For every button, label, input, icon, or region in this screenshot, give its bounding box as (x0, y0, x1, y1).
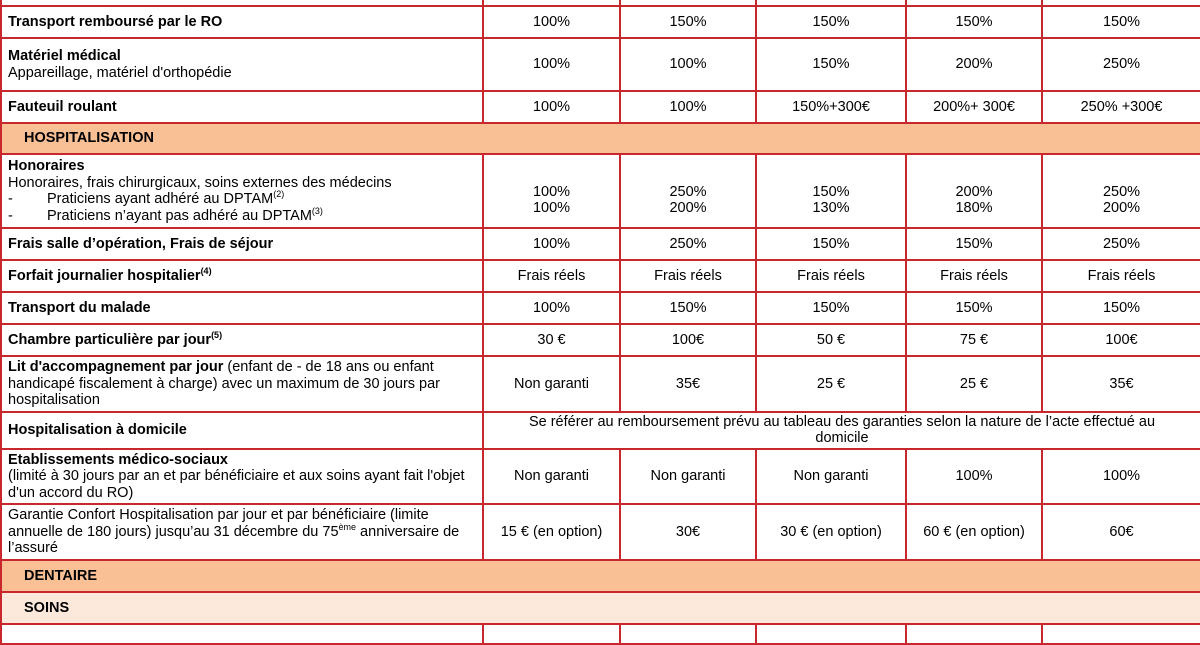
cell-value: 150% (620, 6, 756, 38)
cell-value: 150% (906, 6, 1042, 38)
cell-value: 100% (620, 91, 756, 123)
row-transport-rembourse (1, 6, 1200, 38)
row-frais-salle-operation (1, 228, 1200, 260)
cell-value: 100% 100% (483, 154, 620, 228)
cell-value: Frais réels (906, 260, 1042, 292)
cell-value: 35€ (1042, 356, 1200, 412)
cell-value: 60€ (1042, 504, 1200, 560)
row-sublabel: (enfant de - de 18 ans ou enfant handicapé fiscalement à charge) avec un maximum de 30 jours par hospitalisation (8, 359, 441, 408)
row-label: Transport remboursé par le RO (1, 6, 483, 38)
row-label: Etablissements médico-sociaux (8, 451, 228, 468)
row-label-cell (1, 324, 483, 356)
row-label-cell (1, 260, 483, 292)
cell-value: 200%+ 300€ (906, 91, 1042, 123)
row-lit-accompagnement (1, 356, 1200, 412)
cell-value: 250% (1042, 228, 1200, 260)
row-label: Matériel médical (8, 48, 121, 64)
cell-value: 100% (483, 38, 620, 91)
row-hospitalisation-domicile (1, 412, 1200, 449)
row-materiel-medical (1, 38, 1200, 91)
row-label-cell (1, 449, 483, 505)
cell-value: 75 € (906, 324, 1042, 356)
cell-value: Non garanti (483, 356, 620, 412)
section-hospitalisation (1, 123, 1200, 154)
subsection-title: SOINS (1, 592, 1200, 624)
row-label: Frais salle d’opération, Frais de séjour (1, 228, 483, 260)
cell-value: 150% (906, 292, 1042, 324)
row-label: Forfait journalier hospitalier (8, 267, 201, 284)
row-label: Fauteuil roulant (1, 91, 483, 123)
cell-value: 35€ (620, 356, 756, 412)
row-label: Transport du malade (1, 292, 483, 324)
cell-value: 100% (620, 38, 756, 91)
cell-value: 30€ (620, 504, 756, 560)
cell-value: Non garanti (620, 449, 756, 505)
merged-note-cell: Se référer au remboursement prévu au tableau des garanties selon la nature de l’acte effectué au domicile (483, 412, 1200, 449)
honoraires-line-non-dptam: - Praticiens n’ayant pas adhéré au DPTAM$^{(3)}$ (8, 205, 323, 224)
row-garantie-confort (1, 504, 1200, 560)
cell-value: 150% (756, 228, 906, 260)
row-sublabel: Appareillage, matériel d'orthopédie (8, 64, 232, 81)
cell-value: 15 € (en option) (483, 504, 620, 560)
cell-value: 100% (483, 91, 620, 123)
section-title: DENTAIRE (1, 560, 1200, 592)
row-honoraires (1, 154, 1200, 228)
cell-value: 50 € (756, 324, 906, 356)
row-label: Chambre particulière par jour (8, 331, 212, 348)
row-label-cell (1, 154, 483, 228)
row-forfait-journalier (1, 260, 1200, 292)
row-label-cell (1, 356, 483, 412)
cell-value: 150% (620, 292, 756, 324)
row-sublabel: Honoraires, frais chirurgicaux, soins externes des médecins (8, 174, 392, 191)
row-sublabel: (limité à 30 jours par an et par bénéficiaire et aux soins ayant fait l'objet d'un accord du RO) (8, 468, 465, 501)
cell-value: Frais réels (620, 260, 756, 292)
cell-value: 150% (756, 38, 906, 91)
cell-value: Frais réels (1042, 260, 1200, 292)
cell-value: 250% +300€ (1042, 91, 1200, 123)
cell-value: 150%+300€ (756, 91, 906, 123)
cell-value: 100% (483, 228, 620, 260)
cell-value: 100€ (1042, 324, 1200, 356)
cell-value: 100% (1042, 449, 1200, 505)
cell-value: 30 € (483, 324, 620, 356)
cell-value: 250% 200% (1042, 154, 1200, 228)
row-fauteuil-roulant (1, 91, 1200, 123)
cell-value: Frais réels (756, 260, 906, 292)
row-etablissements-medico-sociaux (1, 449, 1200, 505)
cell-value: 150% (756, 6, 906, 38)
section-title: HOSPITALISATION (1, 123, 1200, 154)
cell-value: 25 € (906, 356, 1042, 412)
cell-value: 100% (483, 6, 620, 38)
row-label: Honoraires (8, 158, 85, 174)
row-label: Lit d'accompagnement par jour (8, 359, 224, 375)
cell-value: Frais réels (483, 260, 620, 292)
subsection-soins (1, 592, 1200, 624)
cell-value: Non garanti (483, 449, 620, 505)
cell-value: 200% (906, 38, 1042, 91)
cell-value: 150% (906, 228, 1042, 260)
footnote-ref: (4) (200, 265, 212, 276)
cell-value: Non garanti (756, 449, 906, 505)
row-chambre-particuliere (1, 324, 1200, 356)
cell-value: 150% (1042, 292, 1200, 324)
cell-value: 60 € (en option) (906, 504, 1042, 560)
row-label-cell: Garantie Confort Hospitalisation par jour et par bénéficiaire (limite annuelle de 180 jours) jusqu’au 31 décembre du 75ème anniversaire de l’assuré (1, 504, 483, 560)
cell-value: 200% 180% (906, 154, 1042, 228)
cell-value: 100% (483, 292, 620, 324)
cell-value: 250% (620, 228, 756, 260)
cell-value: 150% 130% (756, 154, 906, 228)
table-row (1, 624, 1200, 644)
cell-value: 100€ (620, 324, 756, 356)
footnote-ref: (5) (211, 329, 223, 340)
row-transport-malade (1, 292, 1200, 324)
cell-value: 250% (1042, 38, 1200, 91)
row-label-cell (1, 38, 483, 91)
section-dentaire (1, 560, 1200, 592)
cell-value: 250% 200% (620, 154, 756, 228)
cell-value: 100% (906, 449, 1042, 505)
cell-value: 150% (756, 292, 906, 324)
cell-value: 150% (1042, 6, 1200, 38)
cell-value: 30 € (en option) (756, 504, 906, 560)
cell-value: 25 € (756, 356, 906, 412)
honoraires-line-dptam: - Praticiens ayant adhéré au DPTAM$^{(2)}$ (8, 189, 285, 207)
row-label: Hospitalisation à domicile (1, 412, 483, 449)
